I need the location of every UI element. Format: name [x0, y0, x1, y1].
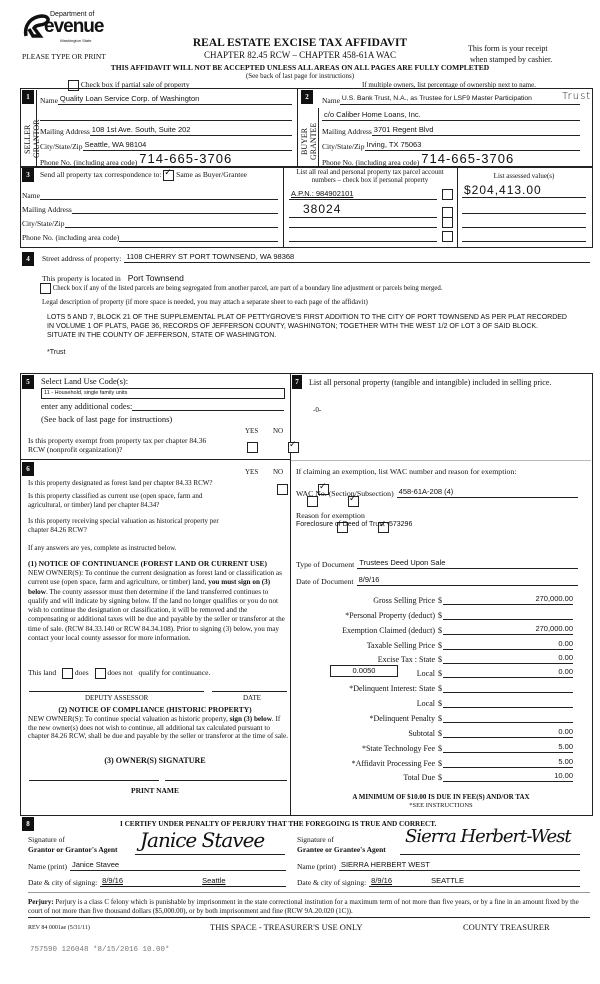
seller-mailing-field[interactable]: 108 1st Ave. South, Suite 202 [90, 125, 292, 136]
buyer-grantee-label [300, 118, 320, 164]
seller-name-field[interactable]: Quality Loan Service Corp. of Washington [58, 94, 292, 105]
perjury-bold: Perjury: [28, 898, 54, 906]
grantor-date-field[interactable] [100, 876, 286, 887]
taxable-price-field[interactable]: 0.00 [443, 639, 573, 650]
certify-statement: I CERTIFY UNDER PENALTY OF PERJURY THAT THE FOREGOING IS TRUE AND CORRECT. [120, 820, 437, 828]
see-instructions-note: *SEE INSTRUCTIONS [409, 802, 473, 809]
multiple-owners-note: If multiple owners, list percentage of ownership next to name. [362, 81, 536, 89]
grantor-date-value: 8/9/16 [102, 876, 124, 885]
additional-codes-row [41, 400, 284, 411]
assessed-row [462, 203, 586, 214]
parcel-row [289, 217, 453, 228]
doc-type-label: Type of Document [296, 560, 355, 569]
divider [291, 460, 591, 461]
buyer-phone-row [322, 152, 580, 167]
grantee-name-label: Name (print) [297, 862, 336, 871]
wac-row [296, 487, 578, 498]
segregated-label: Check box if any of the listed parcels are being segregated from another parcel, are part of a boundary line adjustment or parcels being merged. [52, 285, 443, 293]
parcel-row [289, 203, 453, 218]
parcel-number-field[interactable]: A.P.N.: 984902101 [289, 189, 437, 200]
assessed-value-field[interactable] [462, 217, 586, 228]
grantor-city-value: Seattle [202, 876, 226, 885]
corr-name-field[interactable] [40, 189, 278, 200]
tech-fee-row [300, 742, 573, 753]
corr-phone-row [22, 231, 278, 242]
segregated-row [40, 283, 443, 294]
notice-bold: you must sign on (3) below [28, 578, 271, 596]
exempt-no-checkbox[interactable] [288, 442, 299, 453]
currency-symbol: $ [438, 729, 442, 738]
tech-fee-label: *State Technology Fee [361, 744, 435, 753]
deputy-assessor-label: DEPUTY ASSESSOR [85, 694, 149, 702]
grantee-signature: Sierra Herbert-West [405, 826, 571, 847]
corr-phone-label: Phone No. (including area code) [22, 233, 120, 242]
gross-price-row [300, 594, 573, 605]
parcel-number-field[interactable]: 38024 [289, 203, 437, 218]
doc-date-field[interactable]: 8/9/16 [357, 575, 578, 586]
grantor-name-row [28, 860, 286, 871]
buyer-phone-label: Phone No. (including area code) [322, 158, 420, 167]
additional-codes-field[interactable] [132, 400, 284, 411]
delinquent-local-field[interactable] [443, 697, 573, 708]
signature-of-label: Signature of [28, 835, 65, 844]
doc-date-label: Date of Document [296, 577, 354, 586]
forest-yes-checkbox[interactable] [277, 484, 288, 495]
historic-question: Is this property receiving special valuation as historical property per chapter 84.26 RCW? [28, 517, 219, 534]
perjury-text: Perjury is a class C felony which is punishable by imprisonment in the state correctional institution for a maximum term of not more than five years, or by a fine in an amount fixed by the court of not more than five thousand dollars ($5,000.00), or by both imprisonment and fine (RCW 9A.20.020 (1C)). [28, 898, 579, 915]
this-land-label: This land [28, 668, 57, 678]
currency-symbol: $ [438, 744, 442, 753]
divider [28, 892, 590, 893]
total-due-row [300, 771, 573, 782]
grantee-signature-line[interactable] [400, 854, 580, 855]
delinquent-penalty-label: *Delinquent Penalty [369, 714, 435, 723]
treasurer-use-label: THIS SPACE - TREASURER'S USE ONLY [210, 922, 363, 932]
buyer-mailing-row [322, 125, 580, 136]
cashier-stamp: 757590 126048 *8/15/2016 10.00* [30, 946, 170, 954]
delinquent-local-label: Local [416, 699, 435, 708]
notice-text: . The county assessor must then determine if the land transferred continues to qualify and will indicate by signing below. If the land no longer qualifies or you do not wish to continue the designation or classification, it will be removed and the compensating or additional taxes will be due and payable by the seller or transferor at the time of sale. (RCW 84.33.140 or RCW 84.34.108). Prior to signing (3) below, you may contact your local county assessor for more information. [28, 587, 285, 643]
exemption-claimed-row [300, 624, 573, 635]
print-name-label: PRINT NAME [131, 786, 179, 795]
exemption-claimed-label: Exemption Claimed (deduct) [342, 626, 435, 635]
delinquent-state-row [300, 682, 573, 693]
buyer-phone-field[interactable]: 714-665-3706 [419, 152, 580, 167]
buyer-mailing-label: Mailing Address [322, 127, 372, 136]
located-in-label: This property is located in [42, 274, 121, 283]
seller-city-label: City/State/Zip [40, 142, 83, 151]
exemption-claimed-field[interactable]: 270,000.00 [443, 624, 573, 635]
section-3-number: 3 [22, 168, 34, 182]
reason-value[interactable]: Foreclosure of Deed of Trust -573296 [296, 521, 413, 528]
date-label: DATE [243, 694, 261, 702]
section-1-number: 1 [22, 90, 34, 104]
delinquent-local-row [300, 697, 573, 708]
buyer-label: BUYER [300, 127, 309, 155]
wac-field[interactable]: 458-61A-208 (4) [397, 487, 578, 498]
does-not-checkbox[interactable] [95, 668, 106, 679]
personal-deduct-field[interactable] [443, 609, 573, 620]
grantee-name-field[interactable]: SIERRA HERBERT WEST [339, 860, 580, 871]
excise-local-field[interactable]: 0.00 [443, 667, 573, 678]
does-label: does [74, 668, 89, 678]
yes-header: YES [245, 427, 259, 435]
signature-of-label: Signature of [297, 835, 334, 844]
personal-property-checkbox[interactable] [442, 217, 453, 228]
buyer-city-row [322, 140, 580, 151]
seller-mailing-label: Mailing Address [40, 127, 90, 136]
does-not-label: does not [107, 668, 133, 678]
subtotal-field[interactable]: 0.00 [443, 727, 573, 738]
assessor-date-line[interactable] [212, 691, 287, 692]
grantee-name-row [297, 860, 580, 871]
personal-property-label: List all personal property (tangible and intangible) included in selling price. [309, 378, 552, 387]
processing-fee-label: *Affidavit Processing Fee [351, 759, 435, 768]
land-use-see-back: (See back of last page for instructions) [41, 414, 173, 424]
tech-fee-field[interactable]: 5.00 [443, 742, 573, 753]
delinquent-state-field[interactable] [443, 682, 573, 693]
divider [457, 166, 458, 248]
owner-signature-line-2[interactable] [165, 780, 287, 781]
delinquent-state-label: *Delinquent Interest: State [349, 684, 435, 693]
street-address-field[interactable]: 1108 CHERRY ST PORT TOWNSEND, WA 98368 [124, 252, 590, 263]
assessed-row [462, 217, 586, 228]
total-due-field[interactable]: 10.00 [443, 771, 573, 782]
logo-top-text: Department of [50, 11, 95, 18]
buyer-name-label: Name [322, 96, 340, 105]
excise-state-label: Excise Tax : State [377, 655, 435, 664]
no-header: NO [273, 427, 284, 435]
doc-date-row [296, 575, 578, 586]
street-address-row [42, 252, 590, 263]
excise-local-row [400, 667, 573, 678]
form-subtitle: CHAPTER 82.45 RCW – CHAPTER 458-61A WAC [204, 50, 396, 60]
logo-sub-text: Washington State [60, 38, 92, 43]
seller-phone-row [40, 152, 292, 167]
corr-mailing-field[interactable] [72, 203, 278, 214]
notice-compliance-text [28, 715, 290, 741]
legal-note: *Trust [47, 349, 66, 356]
section-8-number: 8 [22, 817, 34, 831]
notice-text: NEW OWNER(S): To continue special valuation as historic property, [28, 715, 230, 723]
forest-land-question: Is this property designated as forest land per chapter 84.33 RCW? [28, 479, 213, 487]
gross-price-field[interactable]: 270,000.00 [443, 594, 573, 605]
reason-label: Reason for exemption [296, 511, 365, 520]
buyer-mailing-field[interactable]: 3701 Regent Blvd [372, 125, 580, 136]
seller-name2-row [40, 110, 292, 121]
minimum-due-note: A MINIMUM OF $10.00 IS DUE IN FEE(S) AND/OR TAX [352, 793, 530, 801]
excise-state-row [300, 653, 573, 664]
county-treasurer-label: COUNTY TREASURER [463, 922, 550, 932]
form-title: REAL ESTATE EXCISE TAX AFFIDAVIT [192, 37, 408, 49]
delinquent-penalty-field[interactable] [443, 712, 573, 723]
same-as-buyer-checkbox[interactable] [163, 170, 174, 181]
corr-phone-field[interactable] [119, 231, 278, 242]
receipt-note-2: when stamped by cashier. [470, 55, 553, 64]
continuance-row [28, 668, 210, 679]
currency-symbol: $ [438, 611, 442, 620]
subtotal-label: Subtotal [408, 729, 435, 738]
divider [36, 90, 37, 166]
grantee-date-row [297, 876, 580, 887]
divider [318, 108, 319, 166]
parcels-header: List all real and personal property tax parcel account numbers – check box if personal property [296, 168, 444, 184]
current-use-question: Is this property classified as current use (open space, farm and agricultural, or timber) land per chapter 84.34? [28, 492, 203, 509]
assessed-row [462, 231, 586, 242]
currency-symbol: $ [438, 714, 442, 723]
logo-main-text: evenue [44, 16, 104, 37]
assessed-row [462, 183, 586, 198]
assessed-value-field[interactable] [462, 231, 586, 242]
notice-text: . If the new owner(s) does not wish to continue, all additional tax calculated pursuant to chapter 84.26 RCW, shall be due and payable by the seller or transferor at the time of sale. [28, 715, 288, 741]
notice-continuance-text [28, 569, 288, 643]
divider [283, 166, 284, 248]
section-6-number: 6 [22, 462, 34, 476]
currency-symbol: $ [438, 759, 442, 768]
doc-type-field[interactable]: Trustees Deed Upon Sale [357, 558, 578, 569]
grantee-label: GRANTEE [309, 122, 318, 160]
buyer-city-label: City/State/Zip [322, 142, 365, 151]
additional-codes-label: enter any additional codes: [41, 401, 133, 411]
seller-name2-field[interactable] [40, 110, 292, 121]
corr-city-row [22, 217, 278, 228]
located-in-value: Port Townsend [127, 273, 184, 283]
buyer-name-field[interactable]: U.S. Bank Trust, N.A., as Trustee for LSF9 Master Participation [340, 94, 580, 105]
section-2-number: 2 [301, 90, 313, 104]
delinquent-penalty-row [300, 712, 573, 723]
taxable-price-row [300, 639, 573, 650]
buyer-name-row [322, 94, 580, 105]
corr-city-field[interactable] [65, 217, 279, 228]
notice-text: NEW OWNER(S): To continue the current designation as forest land or classification as current use (open space, farm and agriculture, or timber) land, [28, 569, 282, 587]
section-5-number: 5 [22, 375, 34, 389]
street-address-label: Street address of property: [42, 254, 122, 263]
grantor-agent-label: Grantor or Grantor's Agent [28, 845, 118, 854]
excise-local-label: Local [416, 669, 435, 678]
personal-property-value: -0- [313, 406, 322, 414]
corr-mailing-label: Mailing Address [22, 205, 72, 214]
correspondence-row [40, 170, 247, 181]
personal-property-checkbox[interactable] [442, 231, 453, 242]
buyer-name2-field[interactable]: c/o Caliber Home Loans, Inc. [322, 110, 580, 121]
no-header: NO [273, 468, 284, 476]
see-back-note: (See back of last page for instructions) [245, 72, 355, 80]
currency-symbol: $ [438, 669, 442, 678]
owner-signature-title: (3) OWNER(S) SIGNATURE [104, 756, 206, 765]
seller-phone-field[interactable]: 714-665-3706 [137, 152, 292, 167]
personal-property-checkbox[interactable] [442, 189, 453, 200]
currency-symbol: $ [438, 626, 442, 635]
grantor-signature-line[interactable] [135, 854, 285, 855]
assessed-header: List assessed value(s) [493, 172, 555, 180]
grantee-date-value: 8/9/16 [371, 876, 393, 885]
please-type-note: PLEASE TYPE OR PRINT [22, 52, 106, 61]
taxable-price-label: Taxable Selling Price [366, 641, 435, 650]
grantee-date-field[interactable] [369, 876, 580, 887]
total-due-label: Total Due [403, 773, 435, 782]
receipt-note-1: This form is your receipt [468, 44, 548, 53]
completion-warning: THIS AFFIDAVIT WILL NOT BE ACCEPTED UNLESS ALL AREAS ON ALL PAGES ARE FULLY COMPLETED [110, 63, 490, 72]
section-4-number: 4 [22, 252, 34, 266]
exemption-label: If claiming an exemption, list WAC number and reason for exemption: [296, 467, 517, 476]
buyer-city-field[interactable]: Irving, TX 75063 [365, 140, 581, 151]
segregated-checkbox[interactable] [40, 283, 51, 294]
processing-fee-row [300, 757, 573, 768]
parcel-row [289, 231, 453, 242]
legal-description-label: Legal description of property (if more space is needed, you may attach a separate sheet to each page of the affidavit) [42, 298, 368, 306]
seller-mailing-row [40, 125, 292, 136]
owner-signature-line[interactable] [29, 780, 159, 781]
grantee-sig-label [297, 835, 386, 855]
processing-fee-field[interactable]: 5.00 [443, 757, 573, 768]
subtotal-row [300, 727, 573, 738]
seller-name-row [40, 94, 292, 105]
corr-mailing-row [22, 203, 278, 214]
grantor-name-field[interactable]: Janice Stavee [70, 860, 286, 871]
buyer-name-handwritten: Trust [562, 91, 592, 102]
personal-property-deduct-row [300, 609, 573, 620]
notice-bold: sign (3) below [229, 715, 272, 723]
grantee-agent-label: Grantee or Grantee's Agent [297, 845, 386, 854]
doc-type-row [296, 558, 578, 569]
parcel-number-field[interactable] [289, 231, 437, 242]
if-yes-note: If any answers are yes, complete as instructed below. [28, 544, 177, 552]
grantor-date-label: Date & city of signing: [28, 878, 98, 887]
yes-header: YES [245, 468, 259, 476]
corr-name-label: Name [22, 191, 40, 200]
seller-name-label: Name [40, 96, 58, 105]
grantor-name-label: Name (print) [28, 862, 67, 871]
assessed-value-field[interactable] [462, 203, 586, 214]
corr-city-label: City/State/Zip [22, 219, 65, 228]
rev-number: REV 84 0001ae (5/31/11) [28, 925, 90, 931]
notice-continuance-title: (1) NOTICE OF CONTINUANCE (FOREST LAND OR CURRENT USE) [28, 559, 268, 568]
correspondence-label: Send all property tax correspondence to: [40, 170, 162, 180]
partial-sale-label: Check box if partial sale of property [80, 80, 190, 90]
exempt-yes-checkbox[interactable] [247, 442, 258, 453]
local-rate-field[interactable]: 0.0050 [330, 665, 398, 677]
notice-compliance-title: (2) NOTICE OF COMPLIANCE (HISTORIC PROPERTY) [58, 705, 252, 714]
divider [297, 88, 298, 168]
excise-state-field[interactable]: 0.00 [443, 653, 573, 664]
parcel-row [289, 189, 453, 200]
does-checkbox[interactable] [62, 668, 73, 679]
grantee-date-label: Date & city of signing: [297, 878, 367, 887]
currency-symbol: $ [438, 699, 442, 708]
land-use-label: Select Land Use Code(s): [41, 376, 129, 386]
personal-deduct-label: *Personal Property (deduct) [345, 611, 435, 620]
land-use-select[interactable]: 11 - Household, single family units [41, 388, 285, 399]
seller-city-row [40, 140, 292, 151]
same-as-buyer-label: Same as Buyer/Grantee [176, 170, 247, 180]
parcel-number-field[interactable] [289, 217, 437, 228]
qualify-label: qualify for continuance. [138, 668, 211, 678]
section-7-number: 7 [292, 375, 302, 389]
perjury-notice [28, 898, 590, 918]
currency-symbol: $ [438, 655, 442, 664]
divider [20, 459, 291, 460]
grantor-signature: Janice Stavee [140, 828, 265, 852]
exempt-question: Is this property exempt from property tax per chapter 84.36 RCW (nonprofit organization)? [28, 436, 207, 454]
assessor-signature-line[interactable] [29, 691, 204, 692]
corr-name-row [22, 189, 278, 200]
gross-price-label: Gross Selling Price [373, 596, 435, 605]
grantee-city-value: SEATTLE [431, 876, 464, 885]
assessed-value-field[interactable]: $204,413.00 [462, 183, 586, 198]
wac-label: WAC No. (Section/Subsection) [296, 489, 394, 498]
seller-label: SELLER [23, 124, 32, 154]
seller-phone-label: Phone No. (including area code) [40, 158, 138, 167]
buyer-name2-row [322, 110, 580, 121]
legal-description-text: LOTS 5 AND 7, BLOCK 21 OF THE SUPPLEMENTAL PLAT OF PETTYGROVE'S FIRST ADDITION TO THE CITY OF PORT TOWNSEND AS PER PLAT RECORDED IN VOLUME 1 OF PLATS, PAGE 36, RECORDS OF JEFFERSON COUNTY, WASHINGTON; TOGETHER WITH THE WEST 1/2 OF LOT 3 OF SAID BLOCK. SITUATE IN THE COUNTY OF JEFFERSON, STATE OF WASHINGTON. [47, 314, 567, 339]
currency-symbol: $ [438, 684, 442, 693]
currency-symbol: $ [438, 773, 442, 782]
seller-city-field[interactable]: Seattle, WA 98104 [83, 140, 293, 151]
currency-symbol: $ [438, 641, 442, 650]
currency-symbol: $ [438, 596, 442, 605]
grantor-sig-label [28, 835, 118, 855]
grantor-date-row [28, 876, 286, 887]
